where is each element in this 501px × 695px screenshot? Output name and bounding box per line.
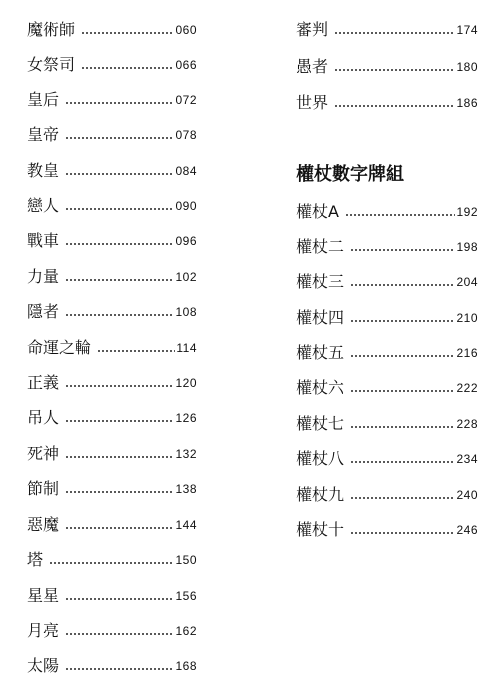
toc-entry[interactable]	[27, 263, 197, 287]
entry-title: 權杖十	[296, 520, 345, 539]
entry-title: 惡魔	[27, 515, 60, 534]
dot-leader	[65, 668, 174, 670]
dot-leader	[350, 320, 455, 322]
toc-entry[interactable]	[27, 475, 197, 499]
toc-entry[interactable]	[27, 86, 197, 110]
entry-page-number: 210	[456, 311, 478, 325]
dot-leader	[350, 249, 455, 251]
entry-title: 皇后	[27, 90, 60, 109]
entry-title: 女祭司	[27, 55, 76, 74]
entry-title: 世界	[296, 93, 329, 112]
toc-entry[interactable]	[27, 51, 197, 75]
dot-leader	[350, 284, 455, 286]
entry-title: 吊人	[27, 408, 60, 427]
toc-entry[interactable]	[27, 227, 197, 251]
toc-entry[interactable]	[27, 440, 197, 464]
entry-title: 權杖六	[296, 378, 345, 397]
entry-page-number: 204	[456, 275, 478, 289]
entry-title: 太陽	[27, 656, 60, 675]
entry-page-number: 126	[175, 411, 197, 425]
entry-page-number: 144	[175, 518, 197, 532]
entry-page-number: 180	[456, 60, 478, 74]
entry-page-number: 216	[456, 346, 478, 360]
dot-leader	[334, 32, 455, 34]
entry-title: 權杖八	[296, 449, 345, 468]
toc-entry[interactable]	[296, 198, 478, 222]
entry-page-number: 228	[456, 417, 478, 431]
toc-entry[interactable]	[296, 268, 478, 292]
dot-leader	[65, 420, 174, 422]
entry-title: 戀人	[27, 196, 60, 215]
section-heading: 權杖數字牌組	[296, 164, 404, 185]
toc-entry[interactable]	[27, 652, 197, 676]
toc-entry[interactable]	[296, 53, 478, 77]
entry-title: 力量	[27, 267, 60, 286]
dot-leader	[65, 102, 174, 104]
dot-leader	[350, 426, 455, 428]
entry-page-number: 102	[175, 270, 197, 284]
entry-page-number: 162	[175, 624, 197, 638]
entry-title: 愚者	[296, 57, 329, 76]
dot-leader	[65, 633, 174, 635]
toc-entry[interactable]	[296, 304, 478, 328]
entry-title: 教皇	[27, 161, 60, 180]
dot-leader	[65, 137, 174, 139]
toc-entry[interactable]	[296, 516, 478, 540]
dot-leader	[65, 385, 174, 387]
entry-page-number: 192	[456, 205, 478, 219]
entry-page-number: 096	[175, 234, 197, 248]
entry-title: 月亮	[27, 621, 60, 640]
dot-leader	[65, 243, 174, 245]
dot-leader	[81, 32, 174, 34]
entry-page-number: 072	[175, 93, 197, 107]
entry-page-number: 138	[175, 482, 197, 496]
entry-page-number: 174	[456, 23, 478, 37]
toc-entry[interactable]	[296, 481, 478, 505]
entry-page-number: 246	[456, 523, 478, 537]
entry-title: 權杖九	[296, 485, 345, 504]
dot-leader	[97, 350, 175, 352]
toc-entry[interactable]	[296, 233, 478, 257]
entry-page-number: 090	[175, 199, 197, 213]
toc-entry[interactable]	[27, 511, 197, 535]
toc-entry[interactable]	[296, 339, 478, 363]
entry-title: 死神	[27, 444, 60, 463]
entry-page-number: 084	[175, 164, 197, 178]
dot-leader	[350, 497, 455, 499]
entry-title: 正義	[27, 373, 60, 392]
entry-page-number: 108	[175, 305, 197, 319]
dot-leader	[65, 491, 174, 493]
dot-leader	[65, 598, 174, 600]
dot-leader	[65, 173, 174, 175]
entry-page-number: 120	[175, 376, 197, 390]
entry-title: 隱者	[27, 302, 60, 321]
entry-title: 權杖A	[296, 202, 339, 221]
toc-entry[interactable]	[27, 16, 197, 40]
entry-title: 皇帝	[27, 125, 60, 144]
entry-page-number: 114	[176, 341, 197, 355]
entry-title: 審判	[296, 20, 329, 39]
entry-page-number: 066	[175, 58, 197, 72]
toc-entry[interactable]	[27, 582, 197, 606]
toc-entry[interactable]	[27, 192, 197, 216]
toc-entry[interactable]	[27, 546, 197, 570]
toc-entry[interactable]	[27, 157, 197, 181]
dot-leader	[350, 461, 455, 463]
entry-title: 權杖二	[296, 237, 345, 256]
dot-leader	[65, 208, 174, 210]
entry-page-number: 186	[456, 96, 478, 110]
entry-title: 命運之輪	[27, 338, 92, 357]
entry-page-number: 078	[175, 128, 197, 142]
entry-page-number: 168	[175, 659, 197, 673]
dot-leader	[65, 314, 174, 316]
dot-leader	[65, 279, 174, 281]
dot-leader	[49, 562, 174, 564]
toc-entry[interactable]	[296, 410, 478, 434]
toc-entry[interactable]	[27, 298, 197, 322]
dot-leader	[345, 214, 456, 216]
entry-title: 權杖四	[296, 308, 345, 327]
toc-entry[interactable]	[27, 334, 197, 358]
dot-leader	[65, 527, 174, 529]
toc-entry[interactable]	[27, 617, 197, 641]
entry-page-number: 060	[175, 23, 197, 37]
toc-entry[interactable]	[296, 89, 478, 113]
entry-title: 權杖七	[296, 414, 345, 433]
toc-entry[interactable]	[296, 374, 478, 398]
toc-entry[interactable]	[27, 121, 197, 145]
entry-page-number: 150	[175, 553, 197, 567]
dot-leader	[65, 456, 174, 458]
dot-leader	[334, 105, 455, 107]
dot-leader	[81, 67, 174, 69]
entry-page-number: 198	[456, 240, 478, 254]
entry-title: 權杖五	[296, 343, 345, 362]
dot-leader	[350, 390, 455, 392]
entry-page-number: 222	[456, 381, 478, 395]
entry-title: 節制	[27, 479, 60, 498]
entry-title: 魔術師	[27, 20, 76, 39]
toc-entry[interactable]	[296, 16, 478, 40]
entry-title: 星星	[27, 586, 60, 605]
toc-entry[interactable]	[296, 445, 478, 469]
toc-entry[interactable]	[27, 404, 197, 428]
entry-title: 權杖三	[296, 272, 345, 291]
entry-page-number: 234	[456, 452, 478, 466]
dot-leader	[350, 532, 455, 534]
entry-page-number: 132	[175, 447, 197, 461]
toc-entry[interactable]	[27, 369, 197, 393]
dot-leader	[334, 69, 455, 71]
entry-title: 戰車	[27, 231, 60, 250]
entry-page-number: 240	[456, 488, 478, 502]
entry-title: 塔	[27, 550, 44, 569]
dot-leader	[350, 355, 455, 357]
entry-page-number: 156	[175, 589, 197, 603]
